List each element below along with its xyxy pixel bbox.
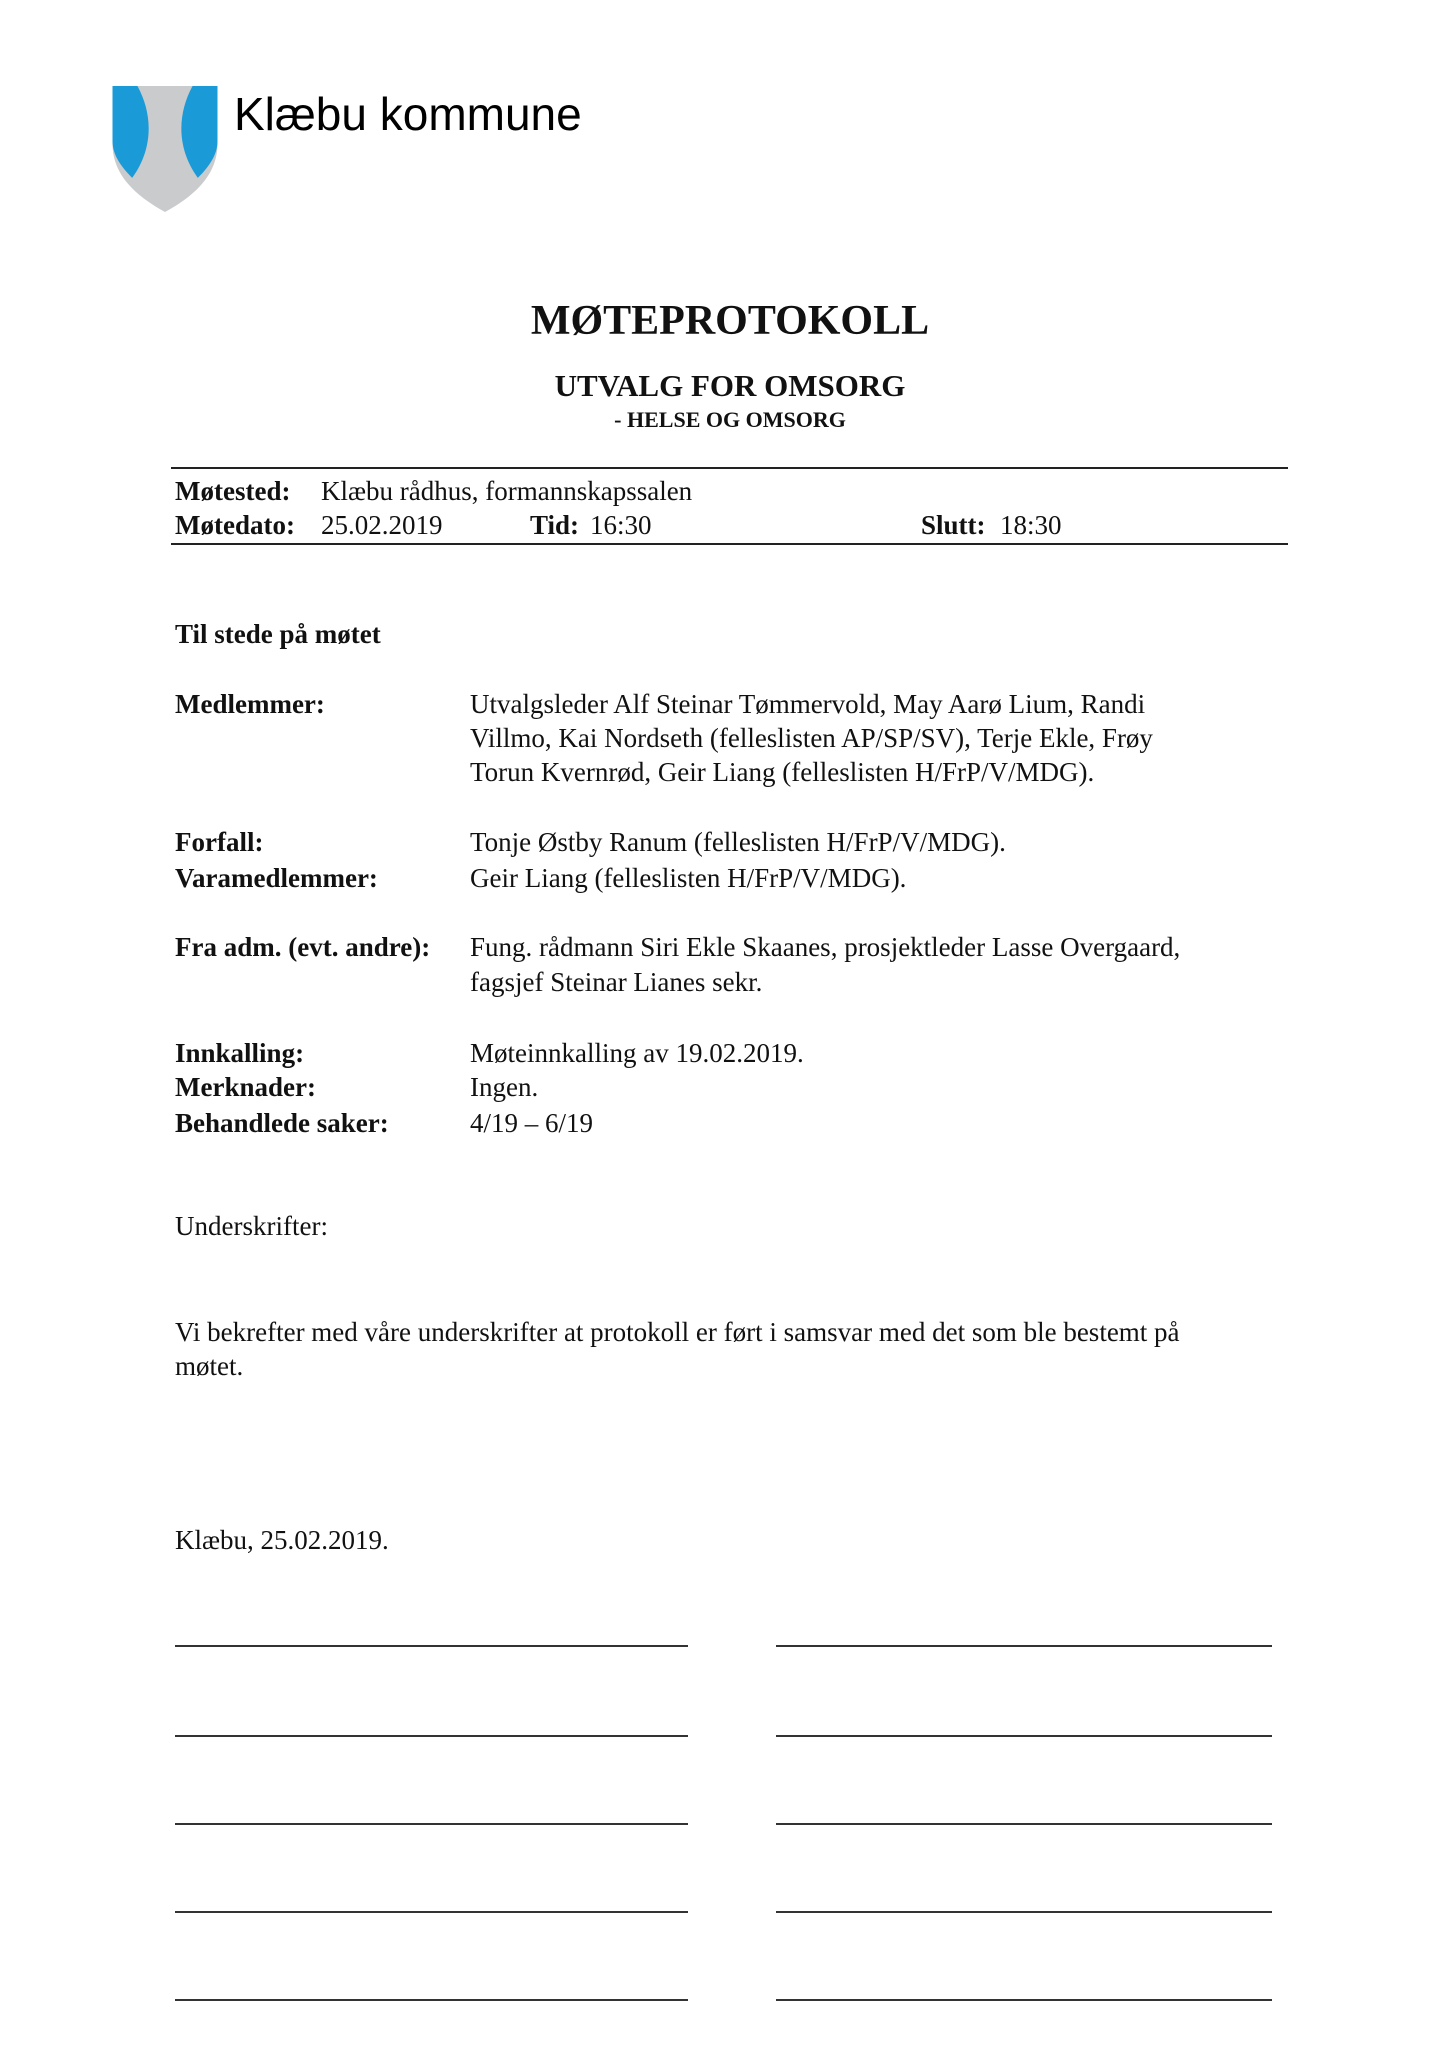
signature-line — [776, 1735, 1272, 1737]
meeting-place-label: Møtested: — [175, 476, 291, 506]
signature-line — [776, 1823, 1272, 1825]
substitutes-value: Geir Liang (felleslisten H/FrP/V/MDG). — [470, 863, 907, 893]
meeting-end: 18:30 — [1000, 510, 1062, 540]
admin-line: Fung. rådmann Siri Ekle Skaanes, prosjektleder Lasse Overgaard, — [470, 932, 1181, 962]
meeting-time: 16:30 — [590, 510, 652, 540]
members-label: Medlemmer: — [175, 689, 325, 719]
remarks-value: Ingen. — [470, 1072, 539, 1102]
confirmation-line: Vi bekrefter med våre underskrifter at protokoll er ført i samsvar med det som ble bestemt på — [175, 1317, 1180, 1347]
meeting-end-label: Slutt: — [921, 510, 986, 540]
municipality-name: Klæbu kommune — [234, 88, 582, 140]
signature-line — [776, 1911, 1272, 1913]
meeting-date-label: Møtedato: — [175, 510, 295, 540]
cases-label: Behandlede saker: — [175, 1108, 389, 1138]
members-line: Utvalgsleder Alf Steinar Tømmervold, May Aarø Lium, Randi — [470, 689, 1146, 719]
remarks-label: Merknader: — [175, 1072, 316, 1102]
meeting-time-label: Tid: — [530, 510, 580, 540]
committee-name: UTVALG FOR OMSORG — [554, 368, 906, 403]
notice-label: Innkalling: — [175, 1038, 305, 1068]
meeting-date: 25.02.2019 — [321, 510, 443, 540]
absent-label: Forfall: — [175, 827, 264, 857]
cases-value: 4/19 – 6/19 — [470, 1108, 594, 1138]
signature-line — [175, 1823, 688, 1825]
members-line: Torun Kvernrød, Geir Liang (felleslisten H/FrP/V/MDG). — [470, 757, 1095, 787]
subcommittee-name: - HELSE OG OMSORG — [614, 407, 846, 432]
attendance-heading: Til stede på møtet — [175, 619, 381, 649]
signature-line — [776, 1645, 1272, 1647]
meeting-place: Klæbu rådhus, formannskapssalen — [321, 476, 693, 506]
signature-line — [175, 1735, 688, 1737]
substitutes-label: Varamedlemmer: — [175, 863, 378, 893]
notice-value: Møteinnkalling av 19.02.2019. — [470, 1038, 804, 1068]
admin-label: Fra adm. (evt. andre): — [175, 932, 431, 962]
signature-line — [776, 1999, 1272, 2001]
signatures-heading: Underskrifter: — [175, 1211, 328, 1241]
signature-line — [175, 1911, 688, 1913]
confirmation-line: møtet. — [175, 1351, 244, 1381]
signature-line — [175, 1645, 688, 1647]
signature-line — [175, 1999, 688, 2001]
divider-top — [171, 467, 1288, 469]
klaebu-coat-of-arms-icon — [112, 86, 218, 212]
absent-value: Tonje Østby Ranum (felleslisten H/FrP/V/MDG). — [470, 827, 1006, 857]
place-date: Klæbu, 25.02.2019. — [175, 1525, 389, 1555]
members-line: Villmo, Kai Nordseth (felleslisten AP/SP/SV), Terje Ekle, Frøy — [470, 723, 1153, 753]
divider-bottom — [171, 543, 1288, 545]
document-title: MØTEPROTOKOLL — [530, 298, 930, 344]
admin-line: fagsjef Steinar Lianes sekr. — [470, 967, 763, 997]
